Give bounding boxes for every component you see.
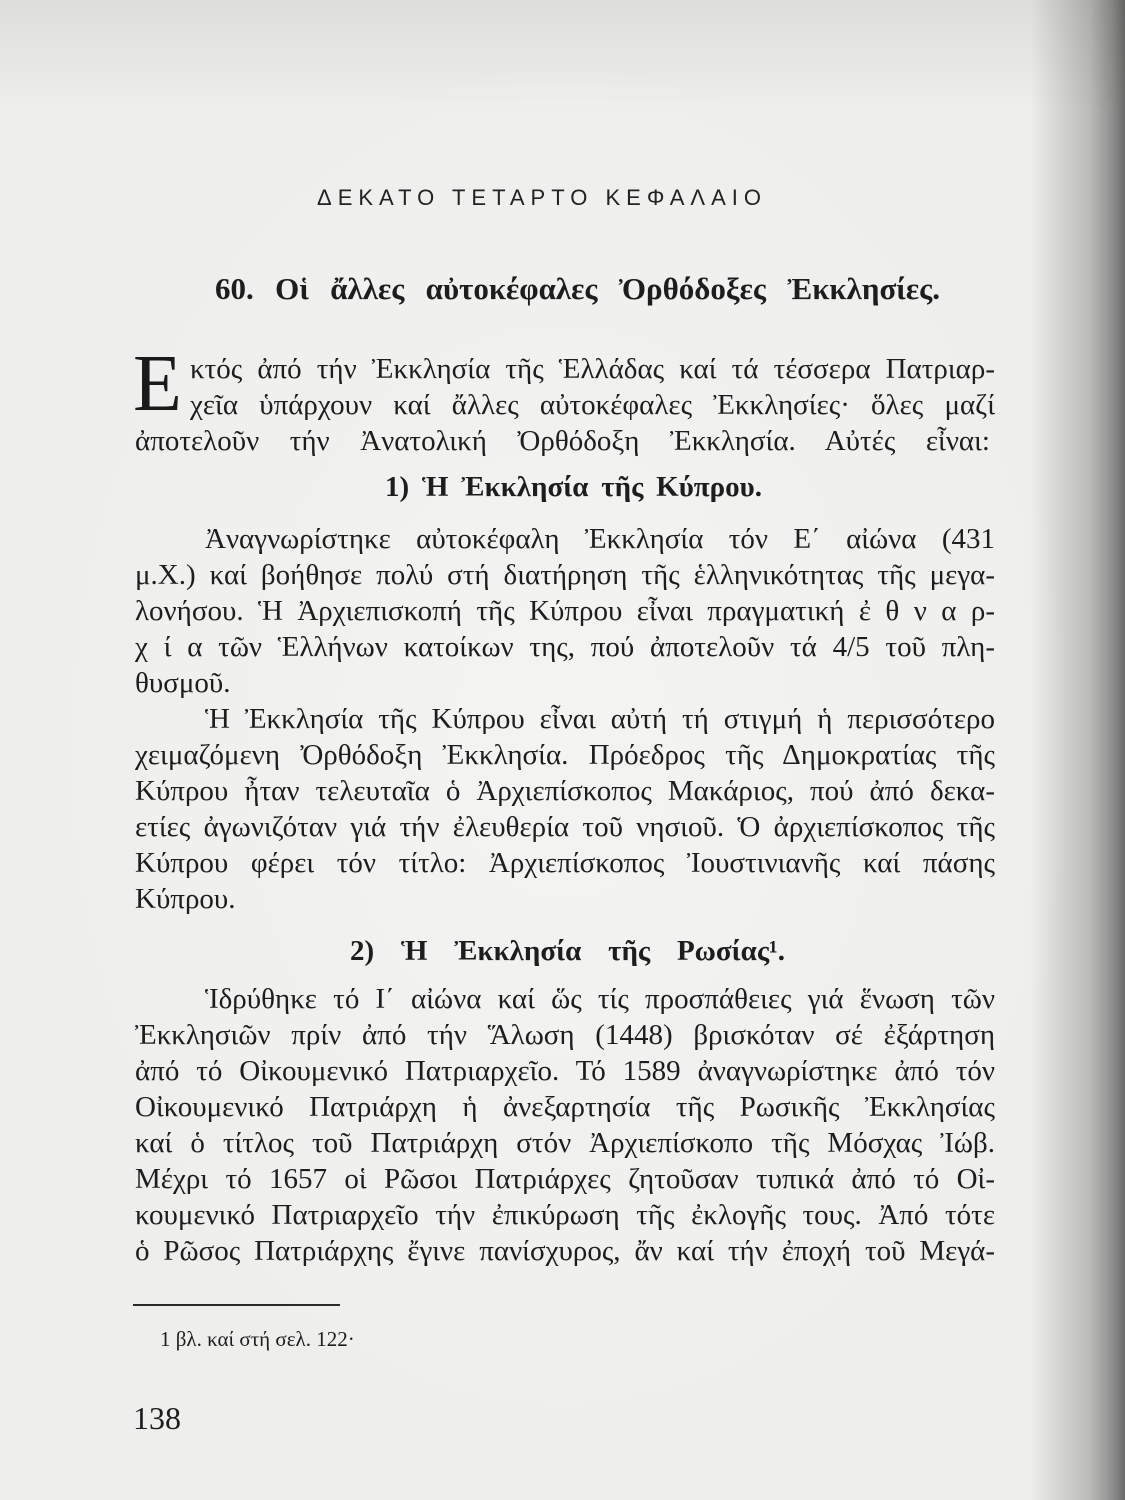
body-line: χ ί α τῶν Ἑλλήνων κατοίκων της, πού ἀποτελοῦν τά 4/5 τοῦ πλη- <box>135 631 995 663</box>
body-line: Κύπρου ἦταν τελευταῖα ὁ Ἀρχιεπίσκοπος Μακάριος, πού ἀπό δεκα- <box>135 775 995 807</box>
page-number: 138 <box>133 1400 181 1436</box>
section-title: 60. Οἱ ἄλλες αὐτοκέφαλες Ὀρθόδοξες Ἐκκλησίες. <box>215 271 940 306</box>
body-line: Ἐκκλησιῶν πρίν ἀπό τήν Ἅλωση (1448) βρισκόταν σέ ἐξάρτηση <box>135 1019 995 1051</box>
subsection-heading: 1) Ἡ Ἐκκλησία τῆς Κύπρου. <box>385 471 762 503</box>
body-line: χεῖα ὑπάρχουν καί ἄλλες αὐτοκέφαλες Ἐκκλησίες· ὅλες μαζί <box>190 389 995 421</box>
subsection-heading: 2) Ἡ Ἐκκλησία τῆς Ρωσίας¹. <box>350 935 785 967</box>
body-line: Κύπρου. <box>135 883 236 915</box>
footnote: 1 βλ. καί στή σελ. 122· <box>160 1327 355 1351</box>
body-line: ὁ Ρῶσος Πατριάρχης ἔγινε πανίσχυρος, ἄν καί τήν ἐποχή τοῦ Μεγά- <box>135 1235 995 1267</box>
body-line: Μέχρι τό 1657 οἱ Ρῶσοι Πατριάρχες ζητοῦσαν τυπικά ἀπό τό Οἰ- <box>135 1163 995 1195</box>
body-line: κτός ἀπό τήν Ἐκκλησία τῆς Ἑλλάδας καί τά τέσσερα Πατριαρ- <box>190 353 995 385</box>
body-line: κουμενικό Πατριαρχεῖο τήν ἐπικύρωση τῆς ἐκλογῆς τους. Ἀπό τότε <box>135 1199 995 1231</box>
body-line: θυσμοῦ. <box>135 667 231 699</box>
body-line: ετίες ἀγωνιζόταν γιά τήν ἐλευθερία τοῦ νησιοῦ. Ὁ ἀρχιεπίσκοπος τῆς <box>135 811 995 843</box>
footnote-rule <box>133 1304 340 1306</box>
body-line: χειμαζόμενη Ὀρθόδοξη Ἐκκλησία. Πρόεδρος τῆς Δημοκρατίας τῆς <box>135 739 995 771</box>
chapter-label: ΔΕΚΑΤΟ ΤΕΤΑΡΤΟ ΚΕΦΑΛΑΙΟ <box>317 185 768 210</box>
body-line: ἀποτελοῦν τήν Ἀνατολική Ὀρθόδοξη Ἐκκλησία. Αὐτές εἶναι: <box>135 425 990 457</box>
body-line: Οἰκουμενικό Πατριάρχη ἡ ἀνεξαρτησία τῆς Ρωσικῆς Ἐκκλησίας <box>135 1091 995 1123</box>
body-line: Ἡ Ἐκκλησία τῆς Κύπρου εἶναι αὐτή τή στιγμή ἡ περισσότερο <box>205 703 995 735</box>
body-line: Ἀναγνωρίστηκε αὐτοκέφαλη Ἐκκλησία τόν Ε΄ αἰώνα (431 <box>205 523 995 555</box>
body-line: μ.Χ.) καί βοήθησε πολύ στή διατήρηση τῆς ἑλληνικότητας τῆς μεγα- <box>135 559 995 591</box>
body-line: Ἱδρύθηκε τό Ι΄ αἰώνα καί ὥς τίς προσπάθειες γιά ἕνωση τῶν <box>205 983 995 1015</box>
body-line: λονήσου. Ἡ Ἀρχιεπισκοπή τῆς Κύπρου εἶναι πραγματική ἐ θ ν α ρ- <box>135 595 995 627</box>
body-line: ἀπό τό Οἰκουμενικό Πατριαρχεῖο. Τό 1589 ἀναγνωρίστηκε ἀπό τόν <box>135 1055 995 1087</box>
body-line: Κύπρου φέρει τόν τίτλο: Ἀρχιεπίσκοπος Ἰουστινιανῆς καί πάσης <box>135 847 995 879</box>
drop-cap: Ε <box>133 340 182 428</box>
body-line: καί ὁ τίτλος τοῦ Πατριάρχη στόν Ἀρχιεπίσκοπο τῆς Μόσχας Ἰώβ. <box>135 1127 995 1159</box>
